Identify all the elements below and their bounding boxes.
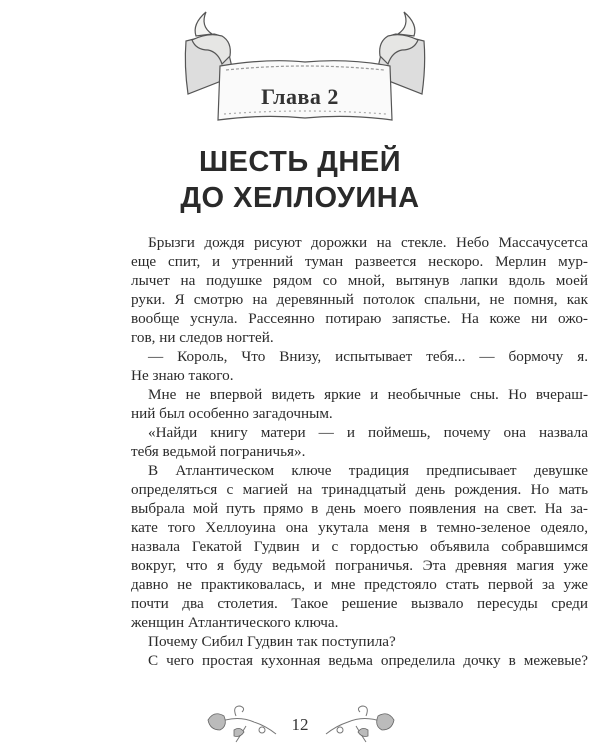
text-line: женщин Атлантического ключа.: [131, 614, 339, 631]
text-line: Брызги дождя рисуют дорожки на стекле. Небо Массачусетса: [148, 234, 588, 251]
body-text: [131, 233, 588, 670]
text-line: — Король, Что Внизу, испытывает тебя... — бормочу я.: [148, 348, 588, 365]
text-line: тебя ведьмой пограничья».: [131, 443, 306, 460]
text-line: определяться с магией на тринадцатый день рождения. Но мать: [131, 481, 588, 498]
chapter-label: Глава 2: [261, 84, 339, 109]
text-line: назвала Гекатой Гудвин и с гордостью объявила собравшимся: [131, 538, 588, 555]
text-line: гов, ни следов ногтей.: [131, 329, 274, 346]
text-line: еще спит, и утренний туман развеется нескоро. Мерлин мур-: [131, 253, 588, 270]
text-line: Не знаю такого.: [131, 367, 234, 384]
text-line: вообще уснула. Рассеянно потираю запястье. На коже ни ожо-: [131, 310, 588, 327]
text-line: В Атлантическом ключе традиция предписывает девушке: [148, 462, 588, 479]
text-line: почти два столетия. Такое решение вызвало пересуды среди: [131, 595, 588, 612]
text-line: вокруг, что я буду ведьмой пограничья. Эта древняя магия уже: [131, 557, 588, 574]
text-line: кате того Хеллоуина она укутала меня в темно-зеленое одеяло,: [131, 519, 588, 536]
page-number: 12: [291, 715, 309, 734]
text-line: «Найди книгу матери — и поймешь, почему она назвала: [148, 424, 588, 441]
text-line: руки. Я смотрю на деревянный потолок спальни, не помня, как: [131, 291, 588, 308]
chapter-title-line-2: ДО ХЕЛЛОУИНА: [180, 182, 420, 214]
text-line: Почему Сибил Гудвин так поступила?: [148, 633, 396, 650]
text-line: ний был особенно загадочным.: [131, 405, 333, 422]
text-line: Мне не впервой видеть яркие и необычные сны. Но вчераш-: [148, 386, 588, 403]
text-line: давно не практиковалась, и мне предстояло стать первой за уже: [131, 576, 588, 593]
text-line: лычет на подушке рядом со мной, вытянув лапки вдоль моей: [131, 272, 588, 289]
floral-ornament-right-icon: [324, 700, 396, 746]
text-line: С чего простая кухонная ведьма определила дочку в межевые?: [148, 652, 588, 669]
chapter-title-line-1: ШЕСТЬ ДНЕЙ: [198, 146, 402, 178]
text-line: выбрала мой путь прямо в день моего появления на свет. На за-: [131, 500, 588, 517]
